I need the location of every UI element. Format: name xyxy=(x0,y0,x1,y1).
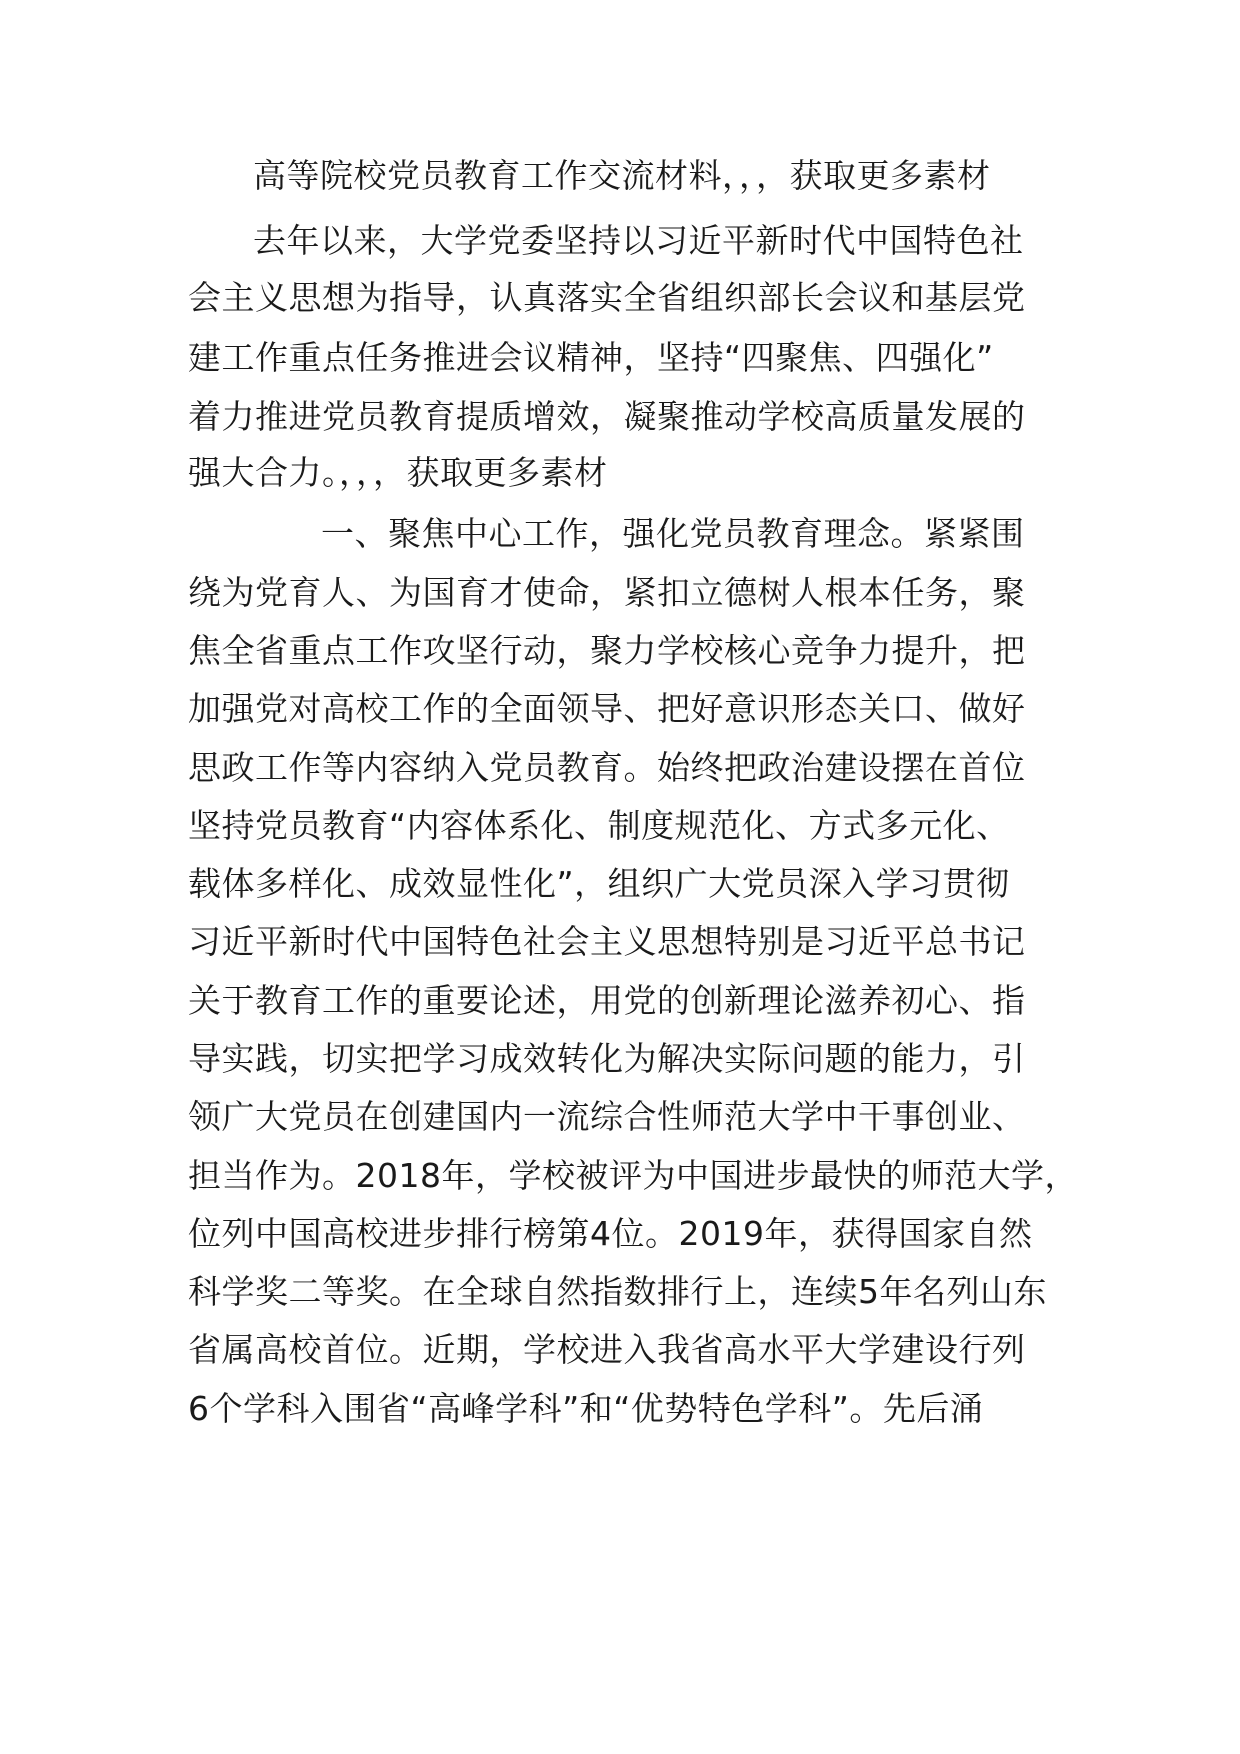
text-line: 6个学科入围省“高峰学科”和“优势特色学科”。先后涌 xyxy=(188,1389,984,1428)
text-line: 建工作重点任务推进会议精神，坚持“四聚焦、四强化” xyxy=(188,338,994,377)
document-title: 高等院校党员教育工作交流材料，，，获取更多素材 xyxy=(253,156,991,195)
text-line: 绕为党育人、为国育才使命，紧扣立德树人根本任务，聚 xyxy=(188,573,1026,612)
text-line: 科学奖二等奖。在全球自然指数排行上，连续5年名列山东 xyxy=(188,1272,1047,1311)
text-line: 关于教育工作的重要论述，用党的创新理论滋养初心、指 xyxy=(188,981,1026,1020)
text-line: 强大合力。，，，获取更多素材 xyxy=(188,453,608,492)
section-heading-line: 一、聚焦中心工作，强化党员教育理念。紧紧围 xyxy=(321,514,1025,553)
text-line: 省属高校首位。近期，学校进入我省高水平大学建设行列 xyxy=(188,1330,1026,1369)
text-line: 载体多样化、成效显性化”，组织广大党员深入学习贯彻 xyxy=(188,864,1010,903)
text-line: 会主义思想为指导，认真落实全省组织部长会议和基层党 xyxy=(188,278,1026,317)
text-line: 思政工作等内容纳入党员教育。始终把政治建设摆在首位 xyxy=(188,748,1026,787)
text-line: 导实践，切实把学习成效转化为解决实际问题的能力，引 xyxy=(188,1039,1026,1078)
text-line: 坚持党员教育“内容体系化、制度规范化、方式多元化、 xyxy=(188,806,1010,845)
text-line: 去年以来，大学党委坚持以习近平新时代中国特色社 xyxy=(253,221,1024,260)
text-line: 位列中国高校进步排行榜第4位。2019年，获得国家自然 xyxy=(188,1214,1033,1253)
text-line: 着力推进党员教育提质增效，凝聚推动学校高质量发展的 xyxy=(188,397,1026,436)
text-line: 习近平新时代中国特色社会主义思想特别是习近平总书记 xyxy=(188,922,1026,961)
text-line: 领广大党员在创建国内一流综合性师范大学中干事创业、 xyxy=(188,1097,1026,1136)
text-line: 加强党对高校工作的全面领导、把好意识形态关口、做好 xyxy=(188,689,1026,728)
text-line: 焦全省重点工作攻坚行动，聚力学校核心竞争力提升，把 xyxy=(188,631,1026,670)
text-line: 担当作为。2018年，学校被评为中国进步最快的师范大学， xyxy=(188,1156,1078,1195)
